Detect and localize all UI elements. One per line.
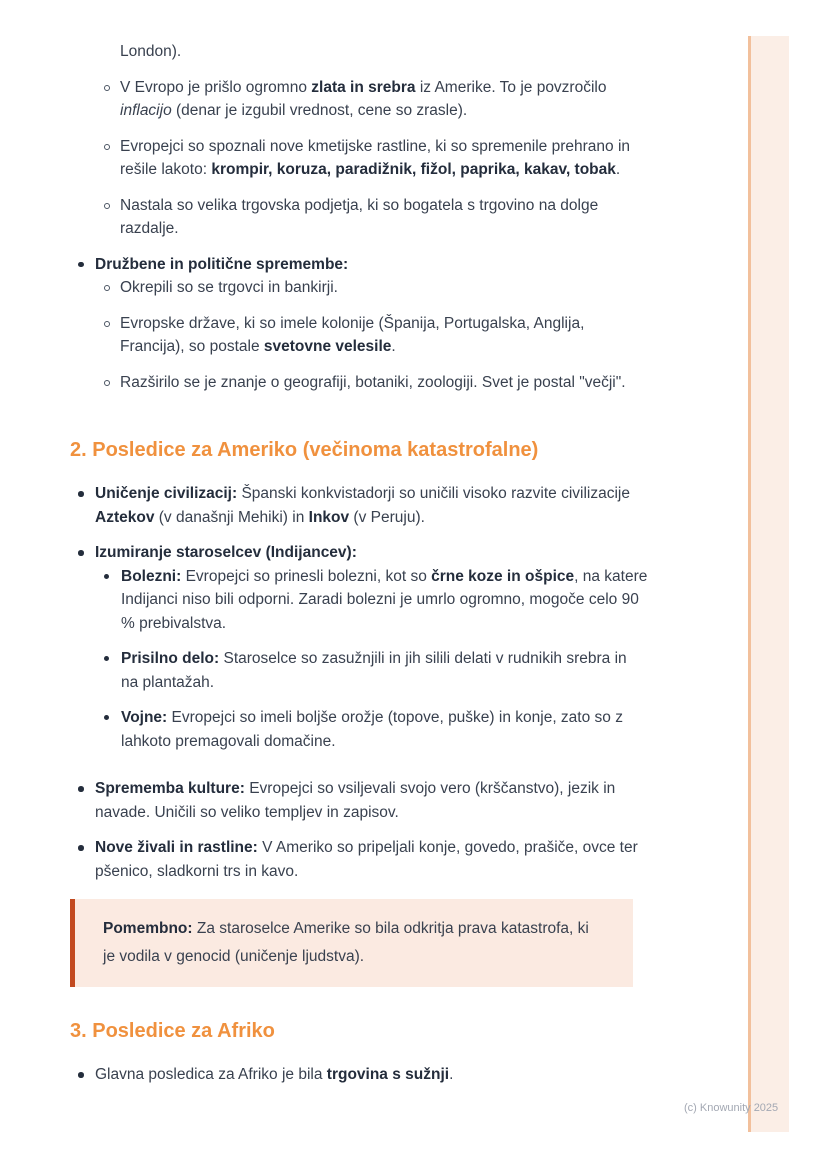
text-segment: (denar je izgubil vrednost, cene so zrasle). bbox=[171, 102, 468, 119]
list-item-text bbox=[120, 194, 648, 241]
text-segment: (v današnji Mehiki) in bbox=[154, 508, 309, 526]
list-item-text bbox=[121, 706, 648, 753]
bullet-icon bbox=[78, 541, 95, 556]
copyright-watermark: (c) Knowunity 2025 bbox=[684, 1102, 779, 1114]
text-segment: Staroselce so zasužnjili in jih silili delati v rudnikih srebra in na plantažah. bbox=[121, 650, 627, 691]
text-segment: Razširilo se je znanje o geografiji, botaniki, zoologiji. Svet je postal "večji". bbox=[120, 373, 626, 391]
text-segment: Evropejci so vsiljevali svojo vero (krščanstvo), jezik in navade. Uničili so veliko templjev in zapisov. bbox=[95, 780, 616, 821]
list-item-text bbox=[95, 777, 648, 824]
list-item bbox=[104, 647, 648, 694]
list-item bbox=[78, 1063, 648, 1087]
text-segment: Bolezni: bbox=[121, 567, 182, 585]
decorative-stripe bbox=[748, 36, 789, 1132]
bullet-icon bbox=[104, 371, 120, 386]
bullet-icon bbox=[78, 253, 95, 268]
text-segment: Prisilno delo: bbox=[121, 650, 220, 667]
text-segment: London). bbox=[120, 43, 182, 60]
list-item bbox=[104, 312, 648, 359]
text-segment: trgovina s sužnji bbox=[326, 1066, 450, 1083]
document-content bbox=[70, 40, 648, 1099]
bullet-icon bbox=[104, 194, 120, 209]
text-segment: . bbox=[391, 338, 396, 355]
text-segment: . bbox=[449, 1066, 454, 1083]
list-item bbox=[78, 836, 648, 883]
bullet-icon bbox=[104, 706, 121, 720]
list-item-text bbox=[120, 135, 648, 182]
list-item bbox=[104, 194, 648, 241]
list-item bbox=[104, 135, 648, 182]
text-segment: Aztekov bbox=[95, 508, 155, 526]
text-segment: Španski konkvistadorji so uničili visoko razvite civilizacije bbox=[237, 485, 630, 502]
text-segment: Okrepili so se trgovci in bankirji. bbox=[120, 279, 338, 296]
text-segment: (v Peruju). bbox=[349, 508, 425, 526]
text-segment: Družbene in politične spremembe: bbox=[95, 255, 349, 273]
list-item-text bbox=[95, 836, 648, 883]
text-segment: Nove živali in rastline: bbox=[95, 839, 258, 856]
text-segment: Za staroselce Amerike so bila odkritja prava katastrofa, ki je vodila v genocid (uničenje ljudstva). bbox=[103, 920, 589, 965]
text-segment: Uničenje civilizacij: bbox=[95, 485, 238, 502]
bullet-icon bbox=[78, 777, 95, 792]
list-item-text bbox=[95, 541, 648, 765]
list-item-text bbox=[121, 565, 648, 636]
text-segment: Glavna posledica za Afriko je bila bbox=[95, 1066, 327, 1083]
text-segment: V Evropo je prišlo ogromno bbox=[120, 78, 312, 96]
text-segment: Inkov bbox=[308, 508, 350, 526]
list-item bbox=[78, 482, 648, 529]
continuation-line bbox=[120, 40, 648, 64]
text-segment: krompir, koruza, paradižnik, fižol, paprika, kakav, tobak bbox=[211, 161, 616, 178]
list-item bbox=[104, 76, 648, 123]
bullet-icon bbox=[78, 836, 95, 851]
list-item bbox=[104, 276, 648, 300]
list-item bbox=[104, 706, 648, 753]
bullet-icon bbox=[104, 135, 120, 150]
list-item bbox=[104, 565, 648, 636]
list-item bbox=[78, 253, 648, 407]
bullet-icon bbox=[104, 312, 120, 327]
bullet-icon bbox=[104, 276, 120, 291]
list-item-text bbox=[121, 647, 648, 694]
bullet-list bbox=[104, 565, 648, 754]
text-segment: , na katere Indijanci niso bili odporni. Zaradi bolezni je umrlo ogromno, mogoče celo 90 % prebivalstva. bbox=[121, 567, 648, 632]
list-item bbox=[78, 541, 648, 765]
bullet-icon bbox=[104, 565, 121, 579]
list-item-text bbox=[95, 482, 648, 529]
bullet-icon bbox=[104, 647, 121, 661]
bullet-list bbox=[104, 276, 648, 394]
text-segment: Sprememba kulture: bbox=[95, 780, 245, 797]
bullet-icon bbox=[104, 76, 120, 91]
list-item-text bbox=[120, 312, 648, 359]
bullet-list bbox=[78, 1063, 648, 1087]
text-segment: Izumiranje staroselcev (Indijancev): bbox=[95, 544, 357, 561]
text-segment: . bbox=[615, 161, 621, 178]
text-segment: Evropske države, ki so imele kolonije (Španija, Portugalska, Anglija, Francija), so postale bbox=[120, 314, 585, 355]
section-heading: 2. Posledice za Ameriko (večinoma katastrofalne) bbox=[70, 439, 539, 461]
text-segment: Pomembno: bbox=[103, 920, 193, 937]
text-segment: črne koze in ošpice bbox=[431, 567, 575, 585]
text-segment: Evropejci so prinesli bolezni, kot so bbox=[181, 567, 432, 585]
text-segment: Evropejci so imeli boljše orožje (topove, puške) in konje, zato so z lahkoto premagovali domačine. bbox=[121, 709, 623, 750]
text-segment: Vojne: bbox=[121, 709, 168, 726]
bullet-list bbox=[78, 482, 648, 883]
bullet-icon bbox=[78, 1063, 95, 1078]
text-segment: Nastala so velika trgovska podjetja, ki so bogatela s trgovino na dolge razdalje. bbox=[120, 196, 599, 237]
text-segment: V Ameriko so pripeljali konje, govedo, prašiče, ovce ter pšenico, sladkorni trs in kavo. bbox=[95, 839, 638, 880]
text-segment: inflacijo bbox=[120, 102, 172, 119]
text-segment: Evropejci so spoznali nove kmetijske rastline, ki so spremenile prehrano in rešile lakoto: bbox=[120, 137, 631, 178]
list-item-text bbox=[120, 76, 648, 123]
bullet-list bbox=[78, 253, 648, 407]
list-item-text bbox=[95, 1063, 648, 1087]
list-item bbox=[78, 777, 648, 824]
section-heading: 3. Posledice za Afriko bbox=[70, 1020, 275, 1042]
text-segment: iz Amerike. To je povzročilo bbox=[415, 78, 607, 96]
list-item-text bbox=[120, 371, 648, 395]
bullet-icon bbox=[78, 482, 95, 497]
important-callout bbox=[70, 899, 633, 987]
text-segment: svetovne velesile bbox=[263, 338, 392, 355]
text-segment: zlata in srebra bbox=[311, 78, 416, 96]
list-item-text bbox=[120, 276, 648, 300]
bullet-list bbox=[104, 76, 648, 241]
list-item-text bbox=[95, 253, 648, 407]
list-item bbox=[104, 371, 648, 395]
